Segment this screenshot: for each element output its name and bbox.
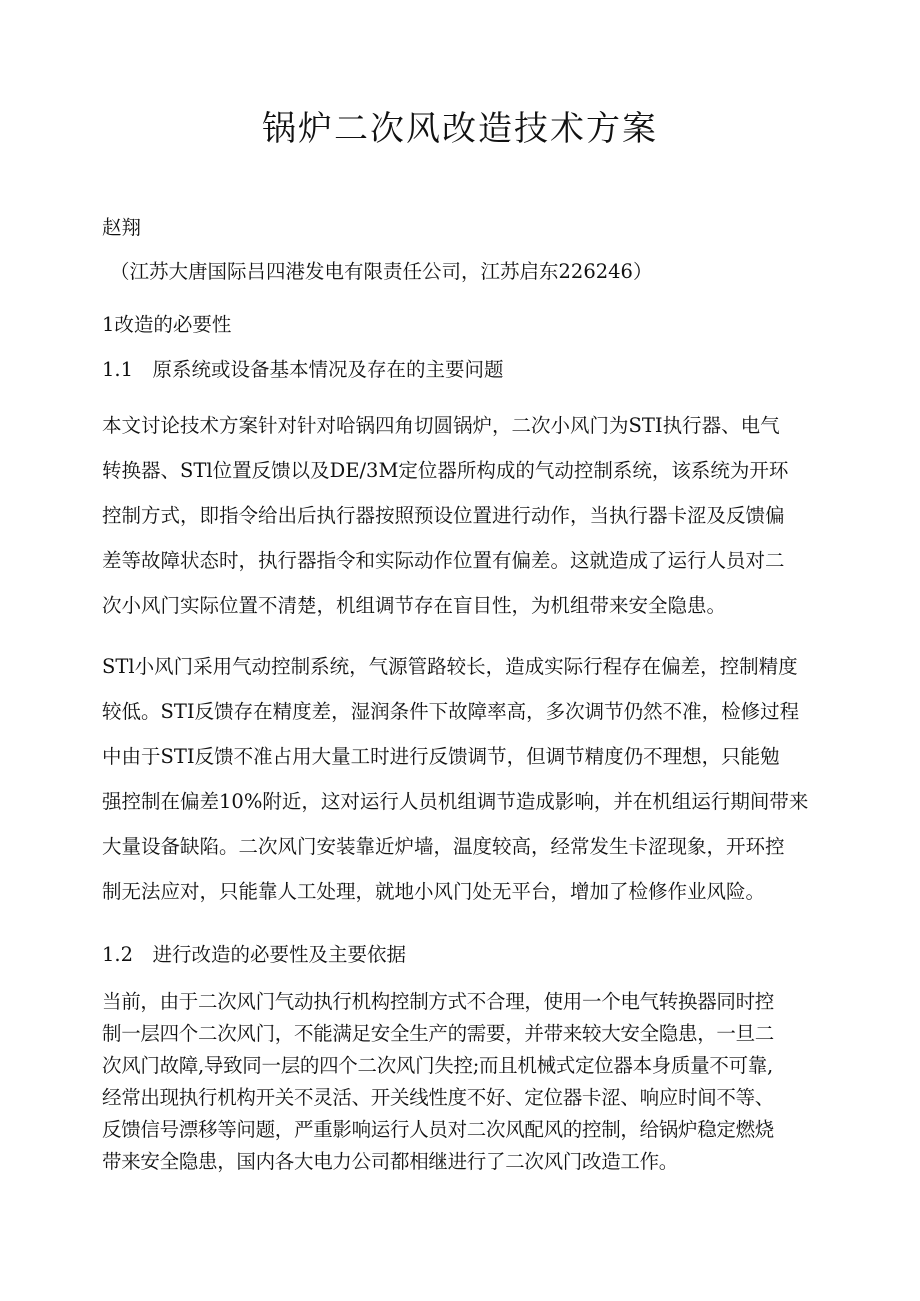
paragraph-line: 带来安全隐患，国内各大电力公司都相继进行了二次风门改造工作。 [102,1150,679,1173]
paragraph-line: 较低。STI反馈存在精度差，湿润条件下故障率高，多次调节仍然不准，检修过程 [102,700,800,723]
paragraph-line: 本文讨论技术方案针对针对哈锅四角切圆锅炉，二次小风门为STI执行器、电气 [102,414,780,437]
author-affiliation: （江苏大唐国际吕四港发电有限责任公司，江苏启东226246） [110,260,653,283]
author-name: 赵翔 [102,216,142,239]
paragraph-3 [102,986,817,1178]
paragraph-1 [102,403,817,628]
section-heading-1-1: 1.1 原系统或设备基本情况及存在的主要问题 [102,358,504,381]
document-title: 锅炉二次风改造技术方案 [262,109,658,149]
paragraph-2 [102,644,817,914]
paragraph-line: 次小风门实际位置不清楚，机组调节存在盲目性，为机组带来安全隐患。 [102,594,727,617]
section-heading-1: 1改造的必要性 [102,313,232,336]
paragraph-line: 差等故障状态时，执行器指令和实际动作位置有偏差。这就造成了运行人员对二 [102,549,785,572]
paragraph-line: 经常出现执行机构开关不灵活、开关线性度不好、定位器卡涩、响应时间不等、 [102,1086,775,1109]
paragraph-line: 反馈信号漂移等问题，严重影响运行人员对二次风配风的控制，给锅炉稳定燃烧 [102,1118,775,1141]
paragraph-line: 转换器、STl位置反馈以及DE/3M定位器所构成的气动控制系统，该系统为开环 [102,459,789,482]
paragraph-line: 当前，由于二次风门气动执行机构控制方式不合理，使用一个电气转换器同时控 [102,990,775,1013]
section-heading-1-2: 1.2 进行改造的必要性及主要依据 [102,943,407,966]
paragraph-line: 中由于STI反馈不准占用大量工时进行反馈调节，但调节精度仍不理想，只能勉 [102,745,780,768]
paragraph-line: 强控制在偏差10%附近，这对运行人员机组调节造成影响，并在机组运行期间带来 [102,790,809,813]
paragraph-line: 大量设备缺陷。二次风门安装靠近炉墙，温度较高，经常发生卡涩现象，开环控 [102,835,785,858]
paragraph-line: STl小风门采用气动控制系统，气源管路较长，造成实际行程存在偏差，控制精度 [102,655,798,678]
paragraph-line: 次风门故障,导致同一层的四个二次风门失控;而且机械式定位器本身质量不可靠, [102,1054,773,1077]
paragraph-line: 控制方式，即指令给出后执行器按照预设位置进行动作，当执行器卡涩及反馈偏 [102,504,785,527]
paragraph-line: 制一层四个二次风门，不能满足安全生产的需要，并带来较大安全隐患，一旦二 [102,1022,775,1045]
paragraph-line: 制无法应对，只能靠人工处理，就地小风门处无平台，增加了检修作业风险。 [102,880,766,903]
